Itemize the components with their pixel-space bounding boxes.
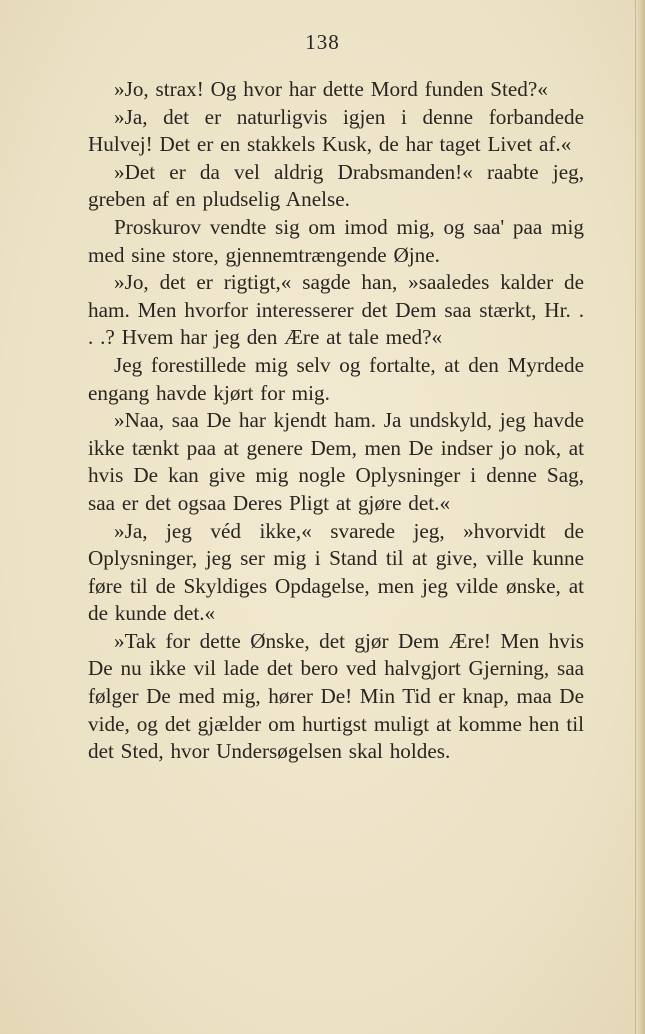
paragraph-2: »Ja, det er naturligvis igjen i denne forbandede Hulvej! Det er en stakkels Kusk, de har taget Livet af.« <box>88 104 584 157</box>
paragraph-9: »Tak for dette Ønske, det gjør Dem Ære! Men hvis De nu ikke vil lade det bero ved halvgjort Gjerning, saa følger De med mig, hører De! Min Tid er knap, maa De vide, og det gjælder om hurtigst muligt at komme hen til det Sted, hvor Undersøgelsen skal holdes. <box>88 628 584 764</box>
paragraph-7: »Naa, saa De har kjendt ham. Ja undskyld, jeg havde ikke tænkt paa at genere Dem, men De indser jo nok, at hvis De kan give mig nogle Oplysninger i denne Sag, saa er det ogsaa Deres Pligt at gjøre det.« <box>88 408 584 515</box>
paragraph-5: »Jo, det er rigtigt,« sagde han, »saaledes kalder de ham. Men hvorfor interesserer det Dem saa stærkt, Hr. . . .? Hvem har jeg den Ære at tale med?« <box>88 270 584 350</box>
paragraph-1: »Jo, strax! Og hvor har dette Mord funden Sted?« <box>114 77 548 101</box>
paragraph-4: Proskurov vendte sig om imod mig, og saa' paa mig med sine store, gjennemtrængende Øjne. <box>88 214 584 267</box>
paragraph-3: »Det er da vel aldrig Drabsmanden!« raabte jeg, greben af en pludselig Anelse. <box>88 159 584 212</box>
paragraph-6: Jeg forestillede mig selv og fortalte, at den Myrdede engang havde kjørt for mig. <box>88 352 584 405</box>
page-edge <box>635 0 645 1034</box>
paragraph-8: »Ja, jeg véd ikke,« svarede jeg, »hvorvidt de Oplysninger, jeg ser mig i Stand til at give, ville kunne føre til de Skyldiges Opdagelse, men jeg vilde ønske, at de kunde det.« <box>88 518 584 626</box>
page-number: 138 <box>305 30 340 54</box>
text-block <box>88 76 584 766</box>
